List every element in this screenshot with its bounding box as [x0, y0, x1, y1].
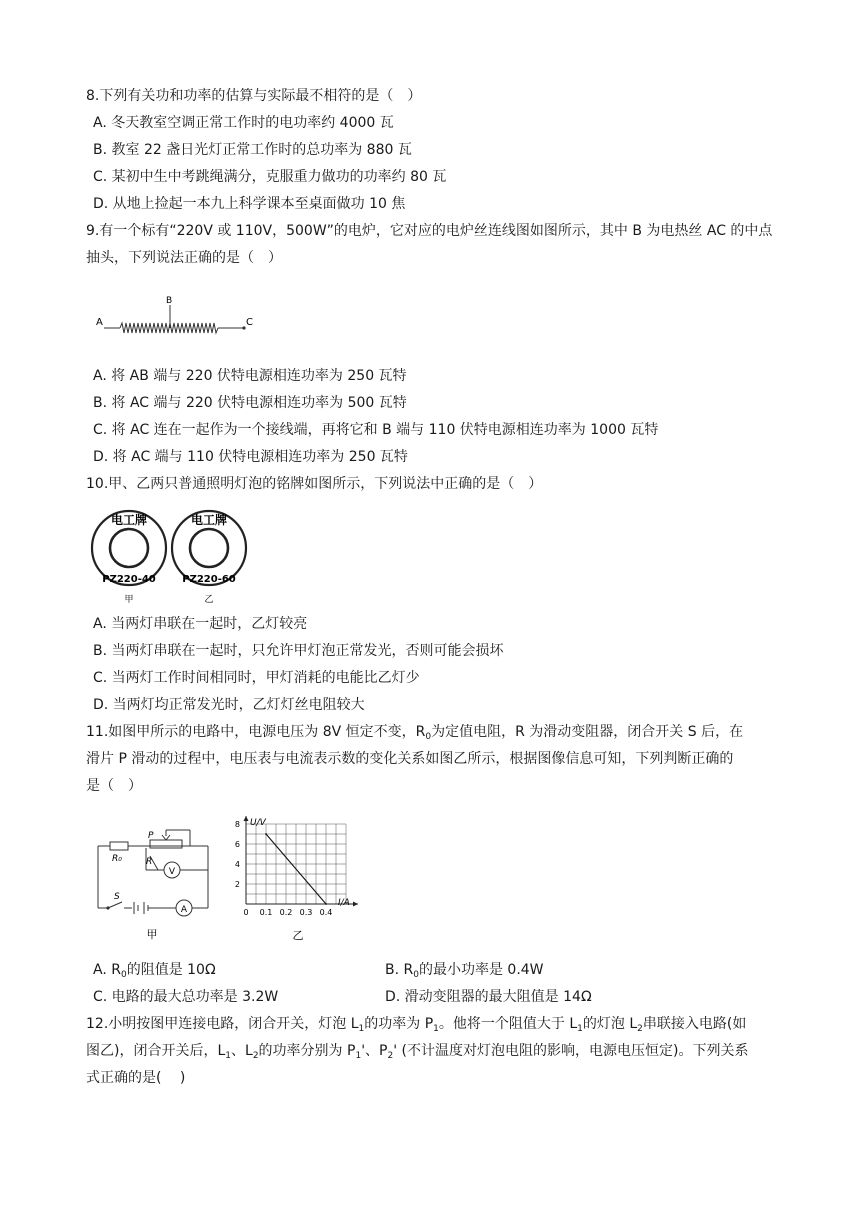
- terminal-c-dot: [242, 326, 245, 329]
- q8-option-c: C. 某初中生中考跳绳满分，克服重力做功的功率约 80 瓦: [93, 169, 447, 185]
- q8-stem: 8.下列有关功和功率的估算与实际最不相符的是（ ）: [86, 88, 422, 104]
- heating-wire-coil: [120, 323, 218, 333]
- switch-s-label: S: [114, 892, 120, 902]
- q10-option-c: C. 当两灯工作时间相同时，甲灯消耗的电能比乙灯少: [93, 670, 420, 686]
- x-tick-label: 0: [243, 908, 249, 917]
- q12-stem-line3: 式正确的是( ): [86, 1070, 186, 1086]
- slider-p-label: P: [148, 831, 154, 841]
- q10-option-b: B. 当两灯串联在一起时，只允许甲灯泡正常发光，否则可能会损坏: [93, 643, 504, 659]
- x-tick-label: 0.4: [319, 908, 333, 917]
- q9-stem-line1: 9.有一个标有“220V 或 110V，500W”的电炉，它对应的电炉丝连线图如图所示，其中 B 为电热丝 AC 的中点: [86, 223, 773, 239]
- circuit-diagram-jia: [90, 822, 220, 944]
- circuit-caption: 甲: [146, 928, 158, 941]
- x-tick-label: 0.3: [299, 908, 313, 917]
- chart-ticks: [235, 820, 332, 917]
- q11-option-d: D. 滑动变阻器的最大阻值是 14Ω: [385, 989, 592, 1005]
- voltage-current-chart: [228, 814, 368, 946]
- lamp-jia-caption: 甲: [124, 595, 134, 605]
- series-point: [325, 903, 327, 905]
- x-tick-label: 0.2: [279, 908, 293, 917]
- terminal-c-label: C: [246, 317, 253, 328]
- q9-option-b: B. 将 AC 端与 220 伏特电源相连功率为 500 瓦特: [93, 395, 407, 411]
- rheostat-r-label: R: [146, 857, 153, 867]
- q10-option-a: A. 当两灯串联在一起时，乙灯较亮: [93, 616, 308, 632]
- q10-option-d: D. 当两灯均正常发光时，乙灯灯丝电阻较大: [93, 697, 365, 713]
- y-tick-label: 4: [234, 860, 240, 869]
- voltmeter-label: V: [168, 867, 176, 877]
- lamp-nameplates-figure: [88, 506, 258, 606]
- terminal-a-label: A: [96, 317, 103, 328]
- heater-coil-diagram: [94, 285, 264, 340]
- q11-option-c: C. 电路的最大总功率是 3.2W: [93, 989, 279, 1005]
- y-tick-label: 6: [234, 840, 240, 849]
- q11-option-a: A. $R_0$的阻值是 10Ω: [93, 962, 216, 980]
- chart-caption: 乙: [292, 929, 304, 942]
- chart-x-axis-label: I/A: [338, 898, 350, 908]
- lamp-jia-rating: PZ220-40: [102, 574, 156, 585]
- q9-option-c: C. 将 AC 连在一起作为一个接线端，再将它和 B 端与 110 伏特电源相连功率为 1000 瓦特: [93, 422, 659, 438]
- y-tick-label: 8: [234, 820, 240, 829]
- x-axis-arrow: [353, 902, 358, 907]
- q11-option-b: B. $R_0$的最小功率是 0.4W: [385, 962, 544, 980]
- ammeter-label: A: [180, 905, 188, 915]
- q8-option-a: A. 冬天教室空调正常工作时的电功率约 4000 瓦: [93, 115, 394, 131]
- q9-option-d: D. 将 AC 端与 110 伏特电源相连功率为 250 瓦特: [93, 449, 408, 465]
- q11-options-row1: [93, 960, 773, 980]
- q9-stem-line2: 抽头，下列说法正确的是（ ）: [86, 250, 282, 266]
- lamp-yi-nameplate: [172, 511, 246, 605]
- q12-stem-line1: 12.小明按图甲连接电路，闭合开关，灯泡 $L_1$的功率为 $P_1$。他将一个阻值大于 $L_1$的灯泡 $L_2$串联接入电路(如: [86, 1016, 747, 1034]
- q8-option-b: B. 教室 22 盏日光灯正常工作时的总功率为 880 瓦: [93, 142, 412, 158]
- lamp-jia-nameplate: [92, 511, 166, 605]
- chart-axes: [244, 816, 359, 907]
- y-axis-arrow: [244, 816, 249, 821]
- resistor-r0-label: R₀: [112, 854, 122, 864]
- y-tick-label: 2: [234, 880, 240, 889]
- x-tick-label: 0.1: [259, 908, 273, 917]
- q9-option-a: A. 将 AB 端与 220 伏特电源相连功率为 250 瓦特: [93, 368, 407, 384]
- q11-options-row2: [93, 987, 773, 1007]
- chart-grid: [246, 824, 346, 904]
- q10-stem: 10.甲、乙两只普通照明灯泡的铭牌如图所示，下列说法中正确的是（ ）: [86, 476, 543, 492]
- lamp-jia-brand: 电工牌: [110, 513, 148, 527]
- q11-stem-line2: 滑片 P 滑动的过程中，电压表与电流表示数的变化关系如图乙所示，根据图像信息可知，下列判断正确的: [86, 751, 734, 767]
- lamp-yi-caption: 乙: [204, 595, 214, 605]
- q12-stem-line2: 图乙)，闭合开关后，$L_1$、$L_2$的功率分别为 $P_1'$、$P_2'$ (不计温度对灯泡电阻的影响，电源电压恒定)。下列关系: [86, 1043, 749, 1061]
- chart-y-axis-label: U/V: [250, 818, 266, 828]
- q11-stem-line3: 是（ ）: [86, 778, 142, 794]
- terminal-b-label: B: [166, 296, 173, 306]
- lamp-yi-brand: 电工牌: [190, 513, 228, 527]
- series-point: [265, 833, 267, 835]
- q8-option-d: D. 从地上捡起一本九上科学课本至桌面做功 10 焦: [93, 196, 406, 212]
- q11-stem-line1: 11.如图甲所示的电路中，电源电压为 8V 恒定不变，$R_0$为定值电阻，R 为滑动变阻器，闭合开关 S 后，在: [86, 724, 744, 742]
- lamp-yi-rating: PZ220-60: [182, 574, 236, 585]
